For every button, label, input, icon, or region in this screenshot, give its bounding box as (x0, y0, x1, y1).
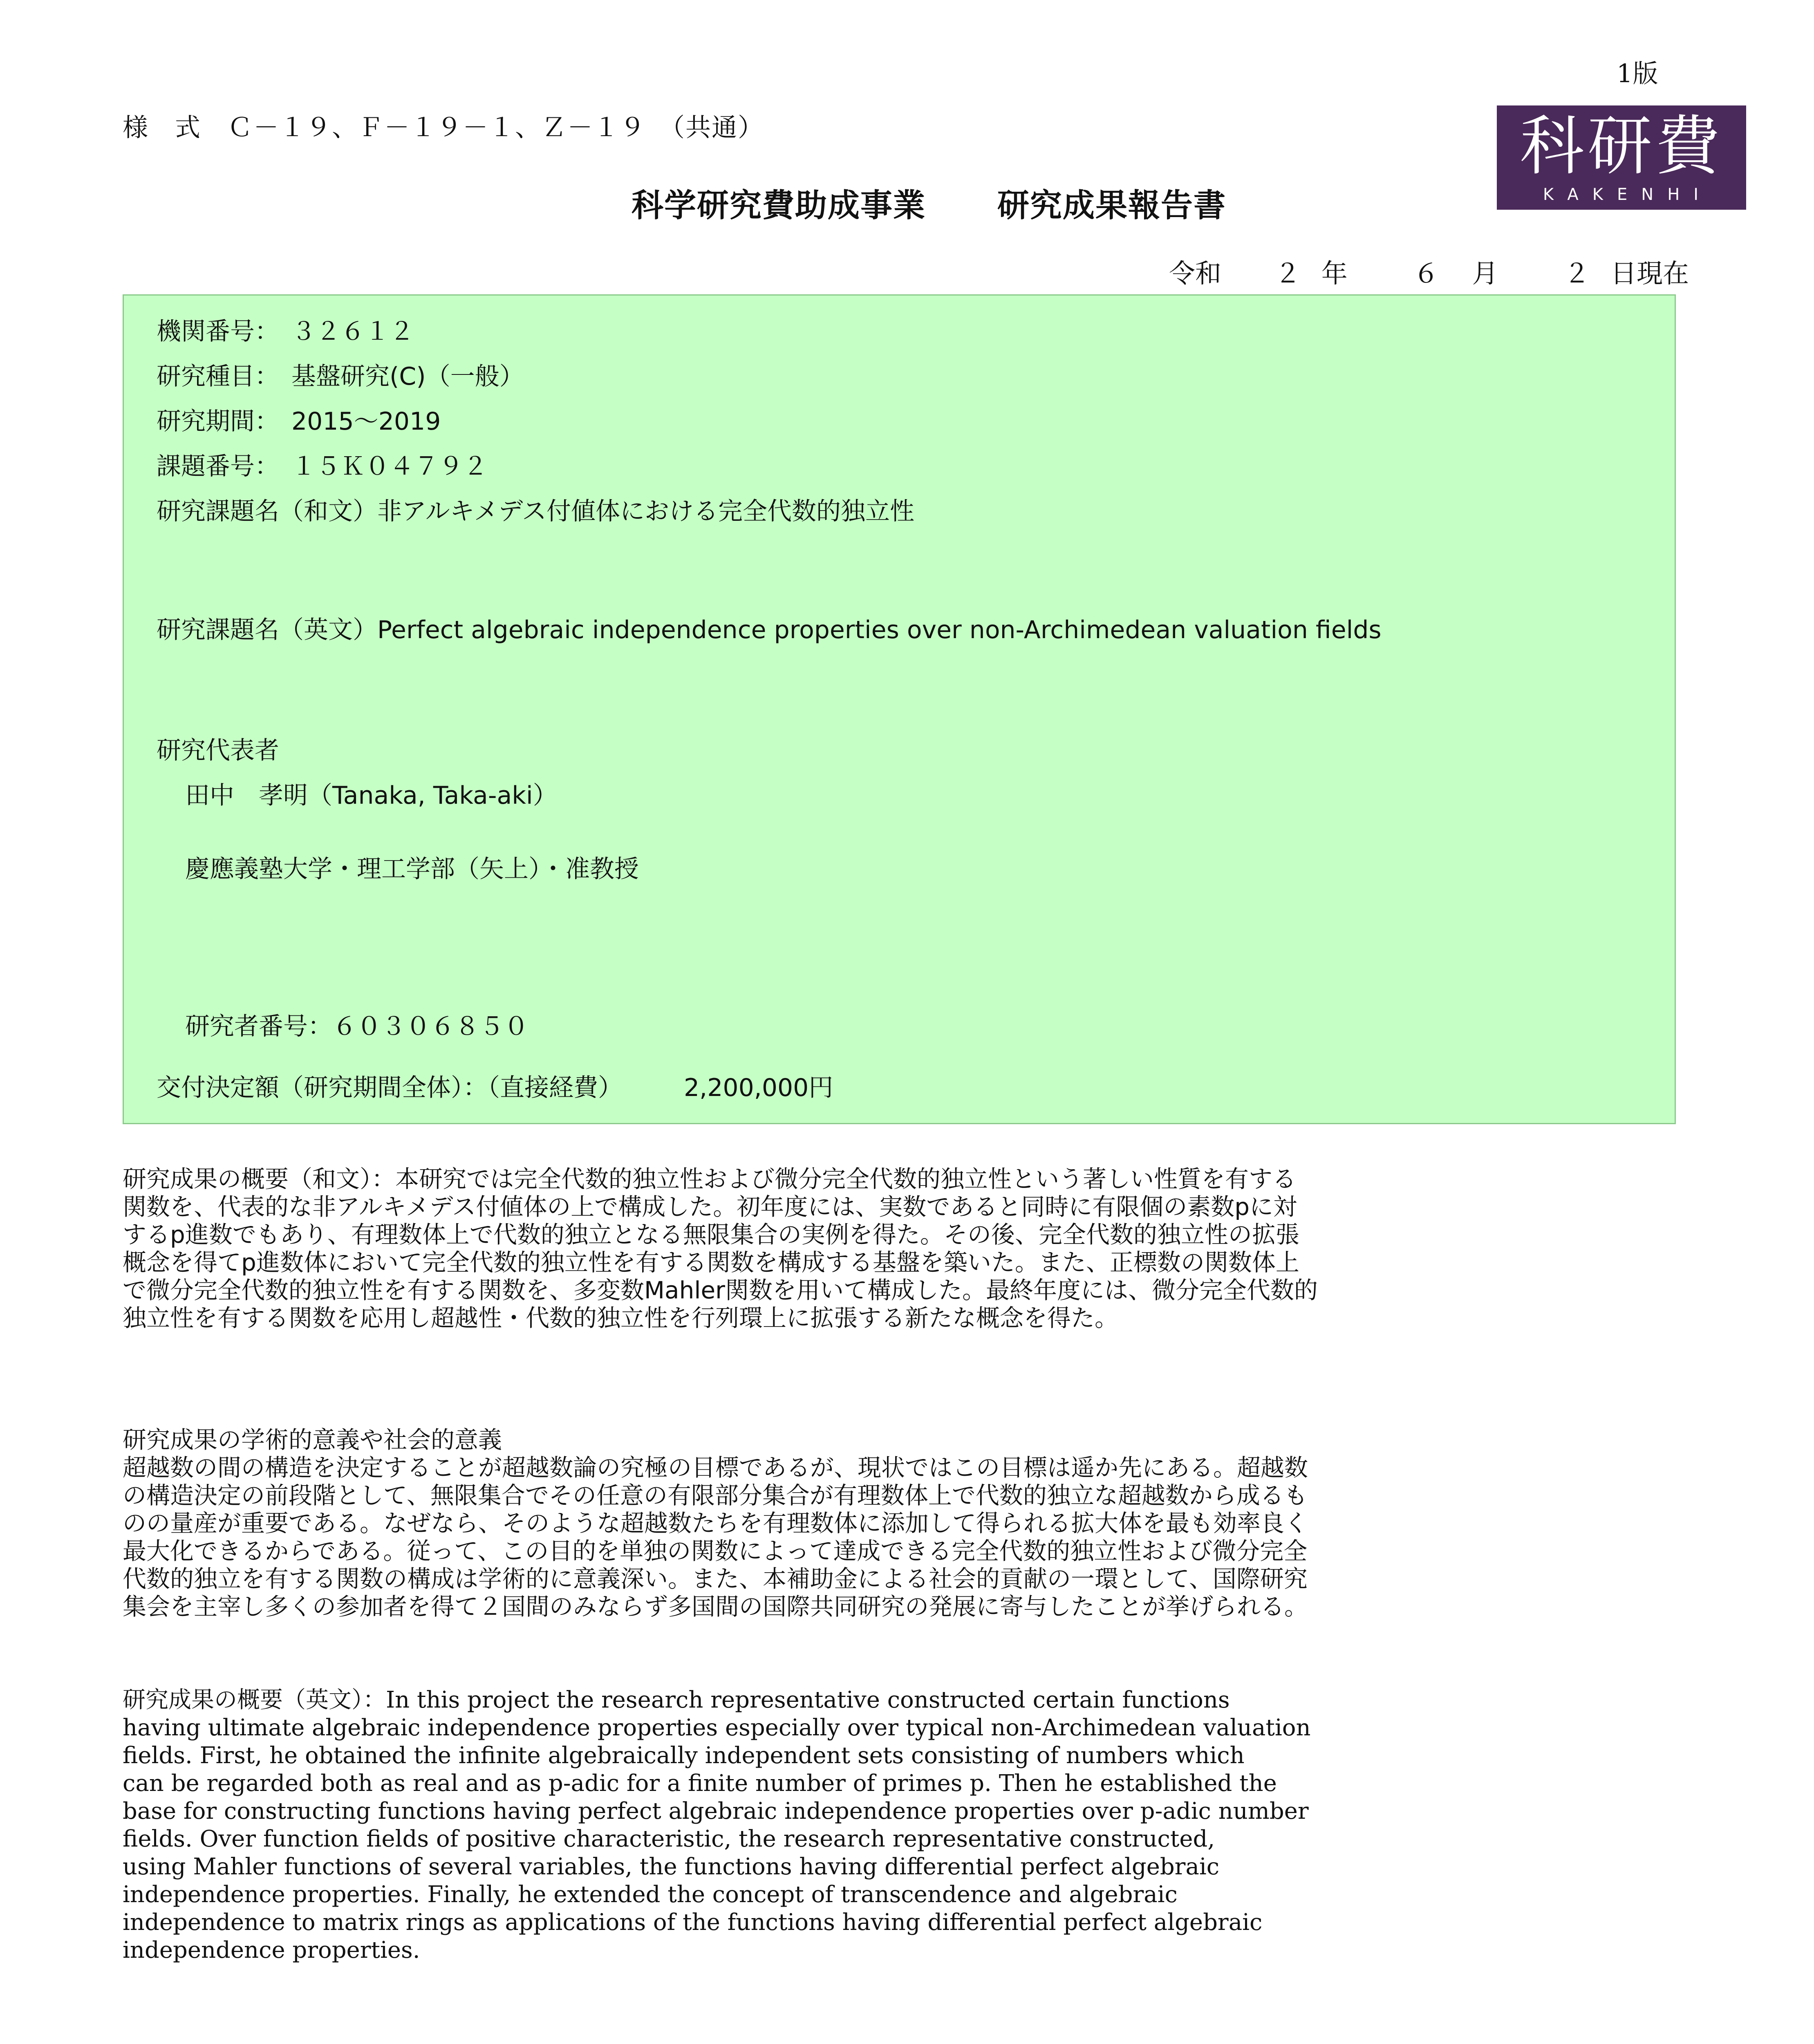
date-year: ２ (1274, 259, 1301, 289)
date-day-unit: 日現在 (1610, 259, 1689, 289)
title-japanese: 研究課題名（和文）非アルキメデス付値体における完全代数的独立性 (157, 497, 914, 526)
form-code: 様 式 Ｃ－１９、Ｆ－１９－１、Ｚ－１９ （共通） (123, 112, 764, 142)
page-title (632, 180, 1226, 226)
report-date (1169, 253, 1689, 290)
project-number: 課題番号： １５Ｋ０４７９２ (157, 452, 488, 481)
kakenhi-logo (1497, 105, 1746, 210)
summary-japanese: 研究成果の概要（和文）：本研究では完全代数的独立性および微分完全代数的独立性という著しい性質を有する 関数を、代表的な非アルキメデス付値体の上で構成した。初年度には、実数であると同時に有限個の素数pに対 するp進数でもあり、有理数体上で代数的独立となる無限集合の実例を得た。その後、完全代数的独立性の拡張 概念を得てp進数体において完全代数的独立性を有する関数を構成する基盤を築いた。また、正標数の関数体上 で微分完全代数的独立性を有する関数を、多変数Mahler関数を用いて構成した。最終年度には、微分完全代数的 独立性を有する関数を応用し超越性・代数的独立性を行列環上に拡張する新たな概念を得た。 (123, 1165, 1318, 1332)
grant-amount: 交付決定額（研究期間全体）：（直接経費） 2,200,000円 (157, 1074, 833, 1102)
representative-name: 田中 孝明（Tanaka, Taka-aki） (185, 781, 558, 810)
affiliation: 慶應義塾大学・理工学部（矢上）・准教授 (185, 855, 639, 883)
version-label: 1版 (1617, 58, 1658, 88)
date-month-unit: 月 (1472, 259, 1498, 289)
logo-sub-text: KAKENHI (1543, 185, 1713, 204)
institution-number: 機関番号： ３２６１２ (157, 317, 414, 346)
date-era: 令和 (1169, 259, 1221, 289)
date-year-unit: 年 (1321, 259, 1348, 289)
project-info-box (123, 294, 1676, 1124)
logo-main-text: 科研費 (1520, 109, 1723, 184)
summary-english: 研究成果の概要（英文）：In this project the research representative constructed certain functions having ultimate algebraic independence properties especially over typical non-Archimedean valuation fields. First, he obtained the infinite algebraically independent sets consisting of numbers which can be regarded both as real and as p-adic for a finite number of primes p. Then he established the base for constructing functions having perfect algebraic independence properties over p-adic number fields. Over function fields of positive characteristic, the research representative constructed, using Mahler functions of several variables, the functions having differential perfect algebraic independence properties. Finally, he extended the concept of transcendence and algebraic independence to matrix rings as applications of the functions having differential perfect algebraic independence properties. (123, 1687, 1311, 1963)
title-report: 研究成果報告書 (997, 187, 1227, 224)
date-month: ６ (1413, 259, 1440, 289)
title-program: 科学研究費助成事業 (632, 187, 926, 224)
representative-label: 研究代表者 (157, 736, 279, 765)
research-period: 研究期間： 2015～2019 (157, 407, 441, 436)
date-day: ２ (1563, 259, 1590, 289)
researcher-number: 研究者番号：６０３０６８５０ (185, 1012, 529, 1041)
title-english: 研究課題名（英文）Perfect algebraic independence properties over non-Archimedean valuation fields (157, 616, 1382, 644)
research-category: 研究種目： 基盤研究(C)（一般） (157, 362, 524, 391)
academic-significance: 研究成果の学術的意義や社会的意義 超越数の間の構造を決定することが超越数論の究極の目標であるが、現状ではこの目標は遥か先にある。超越数 の構造決定の前段階として、無限集合でその任意の有限部分集合が有理数体上で代数的独立な超越数から成るも のの量産が重要である。なぜなら、そのような超越数たちを有理数体に添加して得られる拡大体を最も効率良く 最大化できるからである。従って、この目的を単独の関数によって達成できる完全代数的独立性および微分完全 代数的独立を有する関数の構成は学術的に意義深い。また、本補助金による社会的貢献の一環として、国際研究 集会を主宰し多くの参加者を得て２国間のみならず多国間の国際共同研究の発展に寄与したことが挙げられる。 (123, 1426, 1308, 1620)
